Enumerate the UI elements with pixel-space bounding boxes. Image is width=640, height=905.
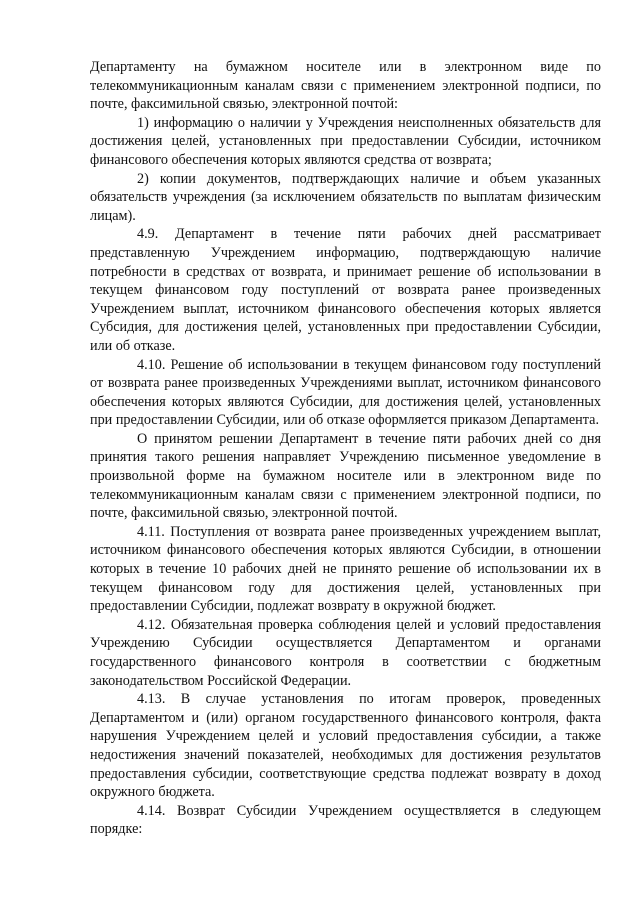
document-page (90, 58, 601, 839)
paragraph-decision-notice: О принятом решении Департамент в течение пяти рабочих дней со дня принятия такого решения направляет Учреждению письменное уведомление в произвольной форме на бумажном носителе или в электронном виде по телекоммуникационным каналам связи с применением электронной подписи, по почте, факсимильной связью, электронной почтой. (90, 430, 601, 522)
paragraph-4-10: 4.10. Решение об использовании в текущем финансовом году поступлений от возврата ранее произведенных Учреждениями выплат, источником финансового обеспечения которых являются Субсидии, для достижения целей, установленных при предоставлении Субсидии, или об отказе оформляется приказом Департамента. (90, 356, 601, 429)
paragraph-item-2: 2) копии документов, подтверждающих наличие и объем указанных обязательств учреждения (за исключением обязательств по выплатам физическим лицам). (90, 170, 601, 224)
paragraph-4-9: 4.9. Департамент в течение пяти рабочих дней рассматривает представленную Учреждением информацию, подтверждающую наличие потребности в средствах от возврата, и принимает решение об использовании в текущем финансовом году поступлений от возврата ранее произведенных Учреждением выплат, источником финансового обеспечения которых является Субсидия, для достижения целей, установленных при предоставлении Субсидии, или об отказе. (90, 226, 601, 354)
paragraph-continuation: Департаменту на бумажном носителе или в электронном виде по телекоммуникационным каналам связи с применением электронной подписи, по почте, факсимильной связью, электронной почтой: (90, 59, 601, 113)
paragraph-4-11: 4.11. Поступления от возврата ранее произведенных учреждением выплат, источником финансового обеспечения которых являются Субсидии, в отношении которых в течение 10 рабочих дней не принято решение об использовании их в текущем финансовом году для достижения целей, установленных при предоставлении Субсидии, подлежат возврату в окружной бюджет. (90, 523, 601, 615)
paragraph-4-14: 4.14. Возврат Субсидии Учреждением осуществляется в следующем порядке: (90, 802, 601, 838)
paragraph-4-12: 4.12. Обязательная проверка соблюдения целей и условий предоставления Учреждению Субсидии осуществляется Департаментом и органами государственного финансового контроля в соответствии с бюджетным законодательством Российской Федерации. (90, 616, 601, 689)
paragraph-item-1: 1) информацию о наличии у Учреждения неисполненных обязательств для достижения целей, установленных при предоставлении Субсидии, источником финансового обеспечения которых являются средства от возврата; (90, 114, 601, 168)
paragraph-4-13: 4.13. В случае установления по итогам проверок, проведенных Департаментом и (или) органом государственного финансового контроля, факта нарушения Учреждением целей и условий предоставления субсидии, а также недостижения значений показателей, необходимых для достижения результатов предоставления субсидии, соответствующие средства подлежат возврату в доход окружного бюджета. (90, 691, 601, 801)
